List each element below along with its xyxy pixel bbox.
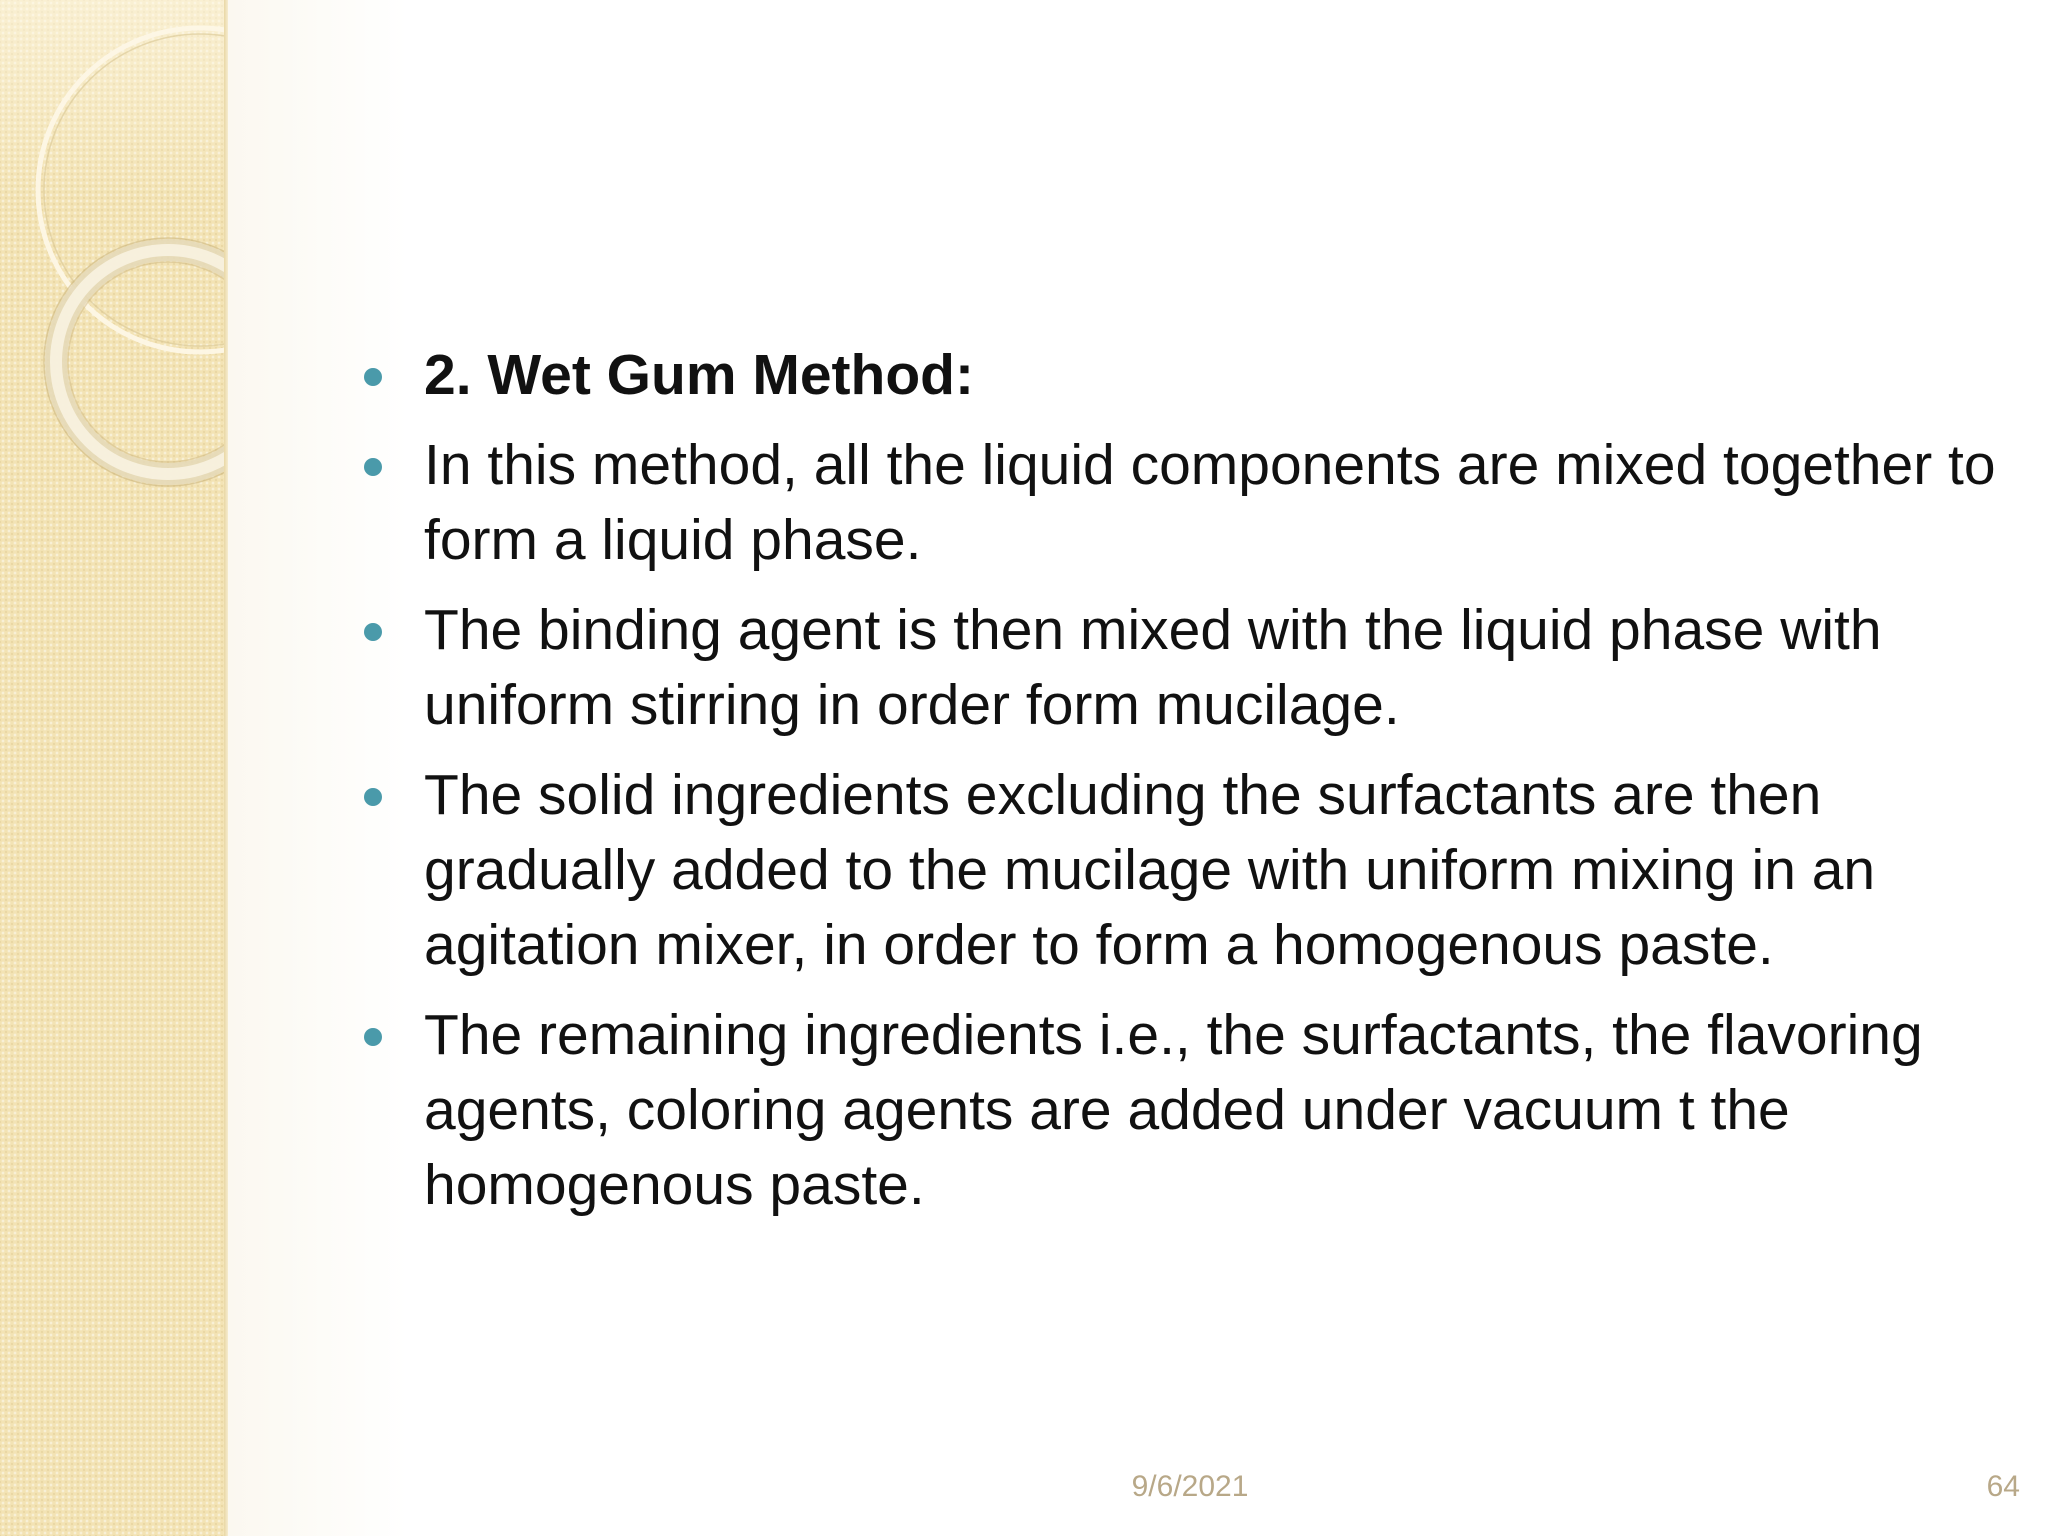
bullet-dot-icon <box>364 1028 382 1046</box>
bullet-item <box>358 338 1998 413</box>
bullet-dot-icon <box>364 458 382 476</box>
bullet-text: The remaining ingredients i.e., the surfactants, the flavoring agents, coloring agents are added under vacuum t the homogenous paste. <box>424 1003 1923 1217</box>
bullet-text: The solid ingredients excluding the surfactants are then gradually added to the mucilage with uniform mixing in an agitation mixer, in order to form a homogenous paste. <box>424 763 1876 977</box>
bullet-dot-icon <box>364 788 382 806</box>
bullet-dot-icon <box>364 368 382 386</box>
bullet-item <box>358 593 1998 743</box>
bullet-item <box>358 758 1998 983</box>
bullet-text: The binding agent is then mixed with the liquid phase with uniform stirring in order form mucilage. <box>424 598 1882 737</box>
bullet-dot-icon <box>364 623 382 641</box>
decorative-sidebar <box>0 0 228 1536</box>
footer-date: 9/6/2021 <box>1131 1470 1249 1503</box>
bullet-list <box>358 338 1998 1238</box>
bullet-item <box>358 428 1998 578</box>
bullet-heading-text: 2. Wet Gum Method: <box>424 343 974 407</box>
decorative-rings-graphic <box>0 0 228 520</box>
bullet-item <box>358 998 1998 1223</box>
slide-page-number: 64 <box>1986 1470 2020 1503</box>
bullet-text: In this method, all the liquid components are mixed together to form a liquid phase. <box>424 433 1996 572</box>
